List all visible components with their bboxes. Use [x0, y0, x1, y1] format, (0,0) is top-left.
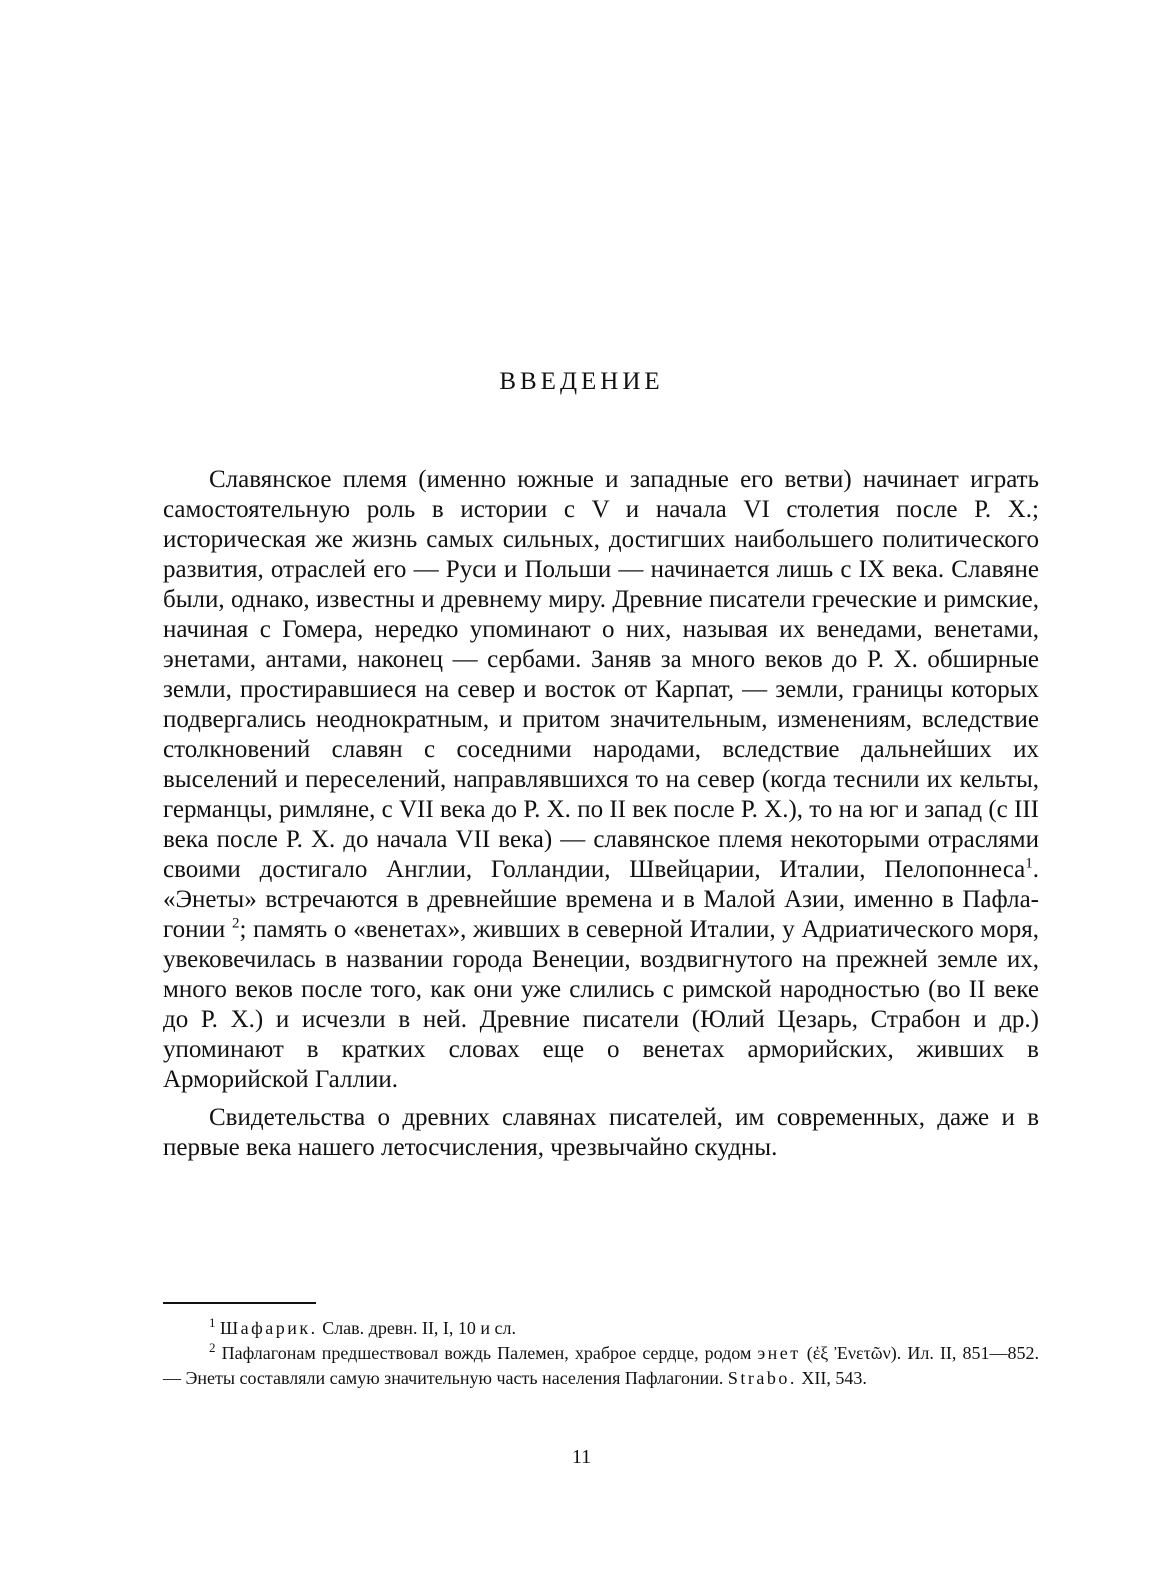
paragraph-1-part-2: «Энеты» встречаются в древнейшие времена и в Малой Азии, именно в Пафлагонии [163, 886, 1039, 943]
footnote-1-text: Слав. древн. II, I, 10 и сл. [322, 1318, 517, 1338]
footnote-1-mark: 1 [209, 1315, 216, 1330]
footnote-2-mark: 2 [209, 1340, 216, 1355]
footnote-2-text-b: (ἐξ Ἐνετῶν). Ил. II, 851—852. — Энеты составляли самую значительную часть населения Пафлагонии. [163, 1343, 1040, 1388]
chapter-heading: ВВЕДЕНИЕ [499, 368, 664, 395]
page-number: 11 [571, 1446, 592, 1468]
footnote-ref-2: 2 [231, 915, 240, 932]
paragraph-1: Славянское племя (именно южные и западные его ветви) начинает играть самостоятельную роль в истории с V и начала VI столетия после Р. Х.; историческая же жизнь самых сильных, достигших наибольшего политического развития, отраслей его — Руси и Польши — начинается лишь с IX века. Славяне были, однако, известны и древнему миру. Древние писатели греческие и римские, начиная с Гомера, нередко упоминают о них, называя их венедами, венетами, энетами, антами, наконец — сербами. Заняв за много веков до Р. Х. обширные земли, простиравшиеся на север и восток от Карпат, — земли, границы которых подвергались неоднократным, и притом значительным, изменениям, вследствие столкновений славян с соседними народами, вследствие дальнейших их выселений и переселений, направлявшихся то на север (когда теснили их кельты, германцы, римляне, с VII века до Р. Х. по II век после Р. Х.), то на юг и запад (с III века после Р. Х. до начала VII века) — славянское племя некоторыми отраслями своими достигало Англии, Голландии, Швейцарии, Италии, Пелопоннеса$^1$. «Энеты» встречаются в древнейшие времена и в Малой Азии, именно в Пафлагонии $^2$; память о «венетах», живших в северной Италии, у Адриатического моря, увековечилась в названии города Венеции, воздвигнутого на прежней земле их, много веков после того, как они уже слились с римской народностью (во II веке до Р. Х.) и исчезли в ней. Древние писатели (Юлий Цезарь, Страбон и др.) упоминают в кратких словах еще о венетах арморийских, живших в Арморийской Галлии. [163, 466, 1039, 1093]
footnote-1-author: Шафарик. [220, 1318, 318, 1338]
main-text [163, 465, 1039, 1163]
paragraph-2: Свидетельства о древних славянах писателей, им современных, даже и в первые века нашего летосчисления, чрезвычайно скудны. [163, 1104, 1039, 1161]
paragraph-1-part-3: ; память о «венетах», живших в северной Италии, у Адриатического моря, увековечилась в названии города Венеции, воздвигнутого на прежней земле их, много веков после того, как они уже слились с римской народностью (во II веке до Р. Х.) и исчезли в ней. Древние писатели (Юлий Цезарь, Страбон и др.) упоминают в кратких словах еще о венетах арморийских, живших в Арморийской Галлии. [163, 916, 1039, 1093]
footnote-2 [163, 1341, 1039, 1391]
footnote-2-text-c: XII, 543. [801, 1368, 867, 1388]
footnote-ref-1: 1 [1025, 855, 1033, 872]
footnote-1 [163, 1316, 1039, 1341]
footnotes [163, 1316, 1039, 1391]
footnote-2-text-a: Пафлагонам предшествовал вождь Палемен, храброе сердце, родом [221, 1343, 752, 1363]
paragraph-1-part-1: Славянское племя (именно южные и западные его ветви) начинает играть самостоятельную роль в истории с V и начала VI столетия после Р. Х.; историческая же жизнь самых сильных, достигших наибольшего политического развития, отраслей его — Руси и Польши — начинается лишь с IX века. Славяне были, однако, известны и древнему миру. Древние писатели греческие и римские, начиная с Гомера, нередко упоминают о них, называя их венедами, венетами, энетами, антами, наконец — сербами. Заняв за много веков до Р. Х. обширные земли, простиравшиеся на север и восток от Карпат, — земли, границы которых подвергались неоднократным, и притом значительным, изменениям, вследствие столкновений славян с соседними народами, вследствие дальнейших их выселений и переселений, направлявшихся то на север (когда теснили их кельты, германцы, римляне, с VII века до Р. Х. по II век после Р. Х.), то на юг и запад (с III века после Р. Х. до начала VII века) — славянское племя некоторыми отраслями своими достигало Англии, Голландии, Швейцарии, Италии, Пелопоннеса [163, 466, 1039, 883]
footnote-2-source: Strabo. [727, 1368, 797, 1388]
footnote-2-word-spaced: энет [757, 1343, 801, 1363]
footnote-divider [163, 1302, 316, 1304]
